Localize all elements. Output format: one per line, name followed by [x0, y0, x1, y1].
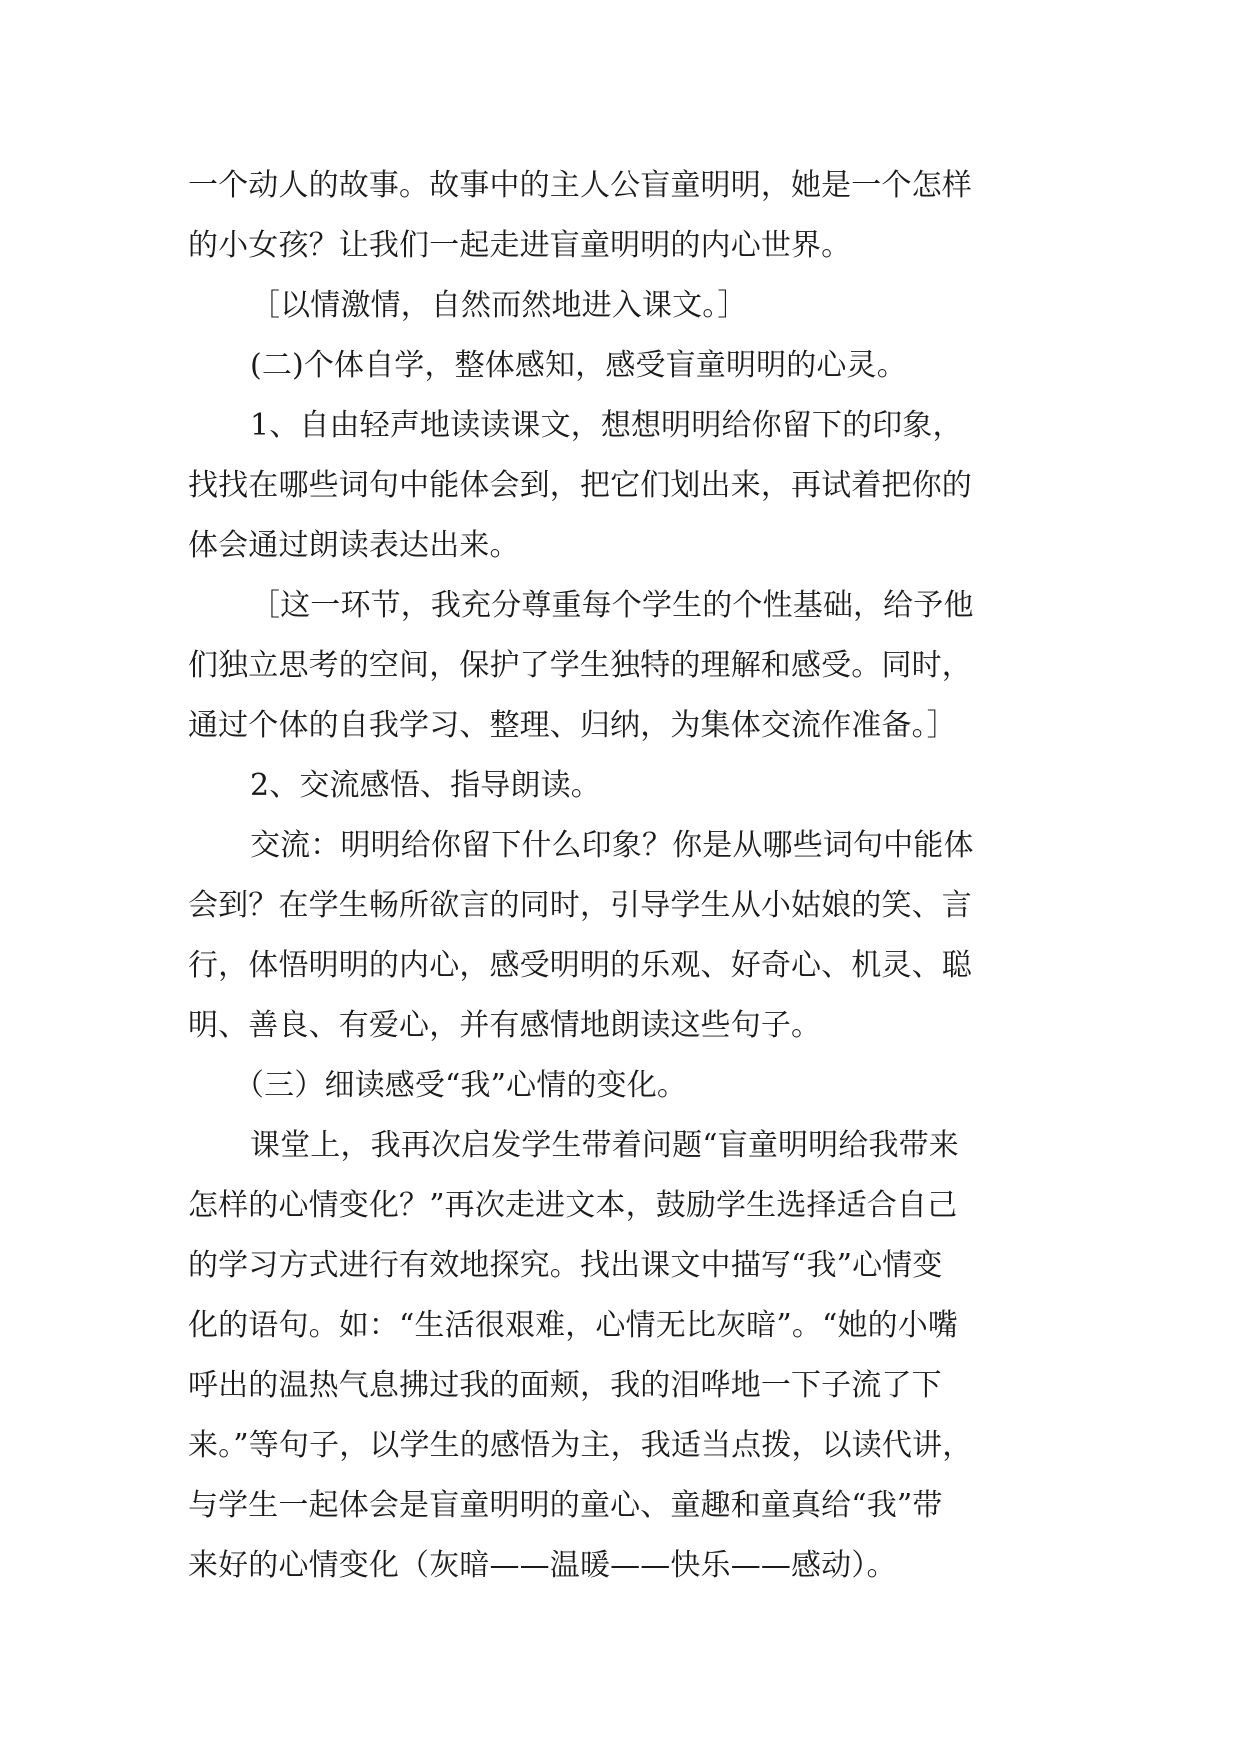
- document-page: [188, 156, 1068, 1596]
- text-line: 2、交流感悟、指导朗读。: [250, 768, 601, 803]
- text-line: ［以情激情，自然而然地进入课文。］: [250, 288, 748, 323]
- text-line: 一个动人的故事。故事中的主人公盲童明明，她是一个怎样: [188, 168, 972, 203]
- text-line: 的小女孩？让我们一起走进盲童明明的内心世界。: [188, 228, 852, 263]
- text-line: 的学习方式进行有效地探究。找出课文中描写“我”心情变: [188, 1248, 943, 1283]
- section-heading: （三）细读感受“我”心情的变化。: [234, 1068, 688, 1103]
- text-line: 体会通过朗读表达出来。: [188, 528, 520, 563]
- text-line: 化的语句。如：“生活很艰难，心情无比灰暗”。“她的小嘴: [188, 1308, 959, 1343]
- text-line: 交流：明明给你留下什么印象？你是从哪些词句中能体: [250, 828, 974, 863]
- text-line: 明、善良、有爱心，并有感情地朗读这些句子。: [188, 1008, 822, 1043]
- text-line: 课堂上，我再次启发学生带着问题“盲童明明给我带来: [250, 1128, 959, 1163]
- text-line: 来好的心情变化（灰暗——温暖——快乐——感动）。: [188, 1548, 897, 1583]
- text-line: 们独立思考的空间，保护了学生独特的理解和感受。同时，: [188, 648, 972, 683]
- text-line: 找找在哪些词句中能体会到，把它们划出来，再试着把你的: [188, 468, 972, 503]
- text-line: 与学生一起体会是盲童明明的童心、童趣和童真给“我”带: [188, 1488, 943, 1523]
- text-line: 来。”等句子，以学生的感悟为主，我适当点拨，以读代讲，: [188, 1428, 973, 1463]
- text-line: 行，体悟明明的内心，感受明明的乐观、好奇心、机灵、聪: [188, 948, 972, 983]
- text-line: 怎样的心情变化？”再次走进文本，鼓励学生选择适合自己: [188, 1188, 958, 1223]
- text-line: 呼出的温热气息拂过我的面颊，我的泪哗地一下子流了下: [188, 1368, 942, 1403]
- text-line: 通过个体的自我学习、整理、归纳，为集体交流作准备。］: [188, 708, 957, 743]
- section-heading: (二)个体自学，整体感知，感受盲童明明的心灵。: [250, 348, 907, 383]
- text-line: ［这一环节，我充分尊重每个学生的个性基础，给予他: [250, 588, 974, 623]
- text-line: 会到？在学生畅所欲言的同时，引导学生从小姑娘的笑、言: [188, 888, 972, 923]
- text-line: 1、自由轻声地读读课文，想想明明给你留下的印象，: [250, 408, 963, 443]
